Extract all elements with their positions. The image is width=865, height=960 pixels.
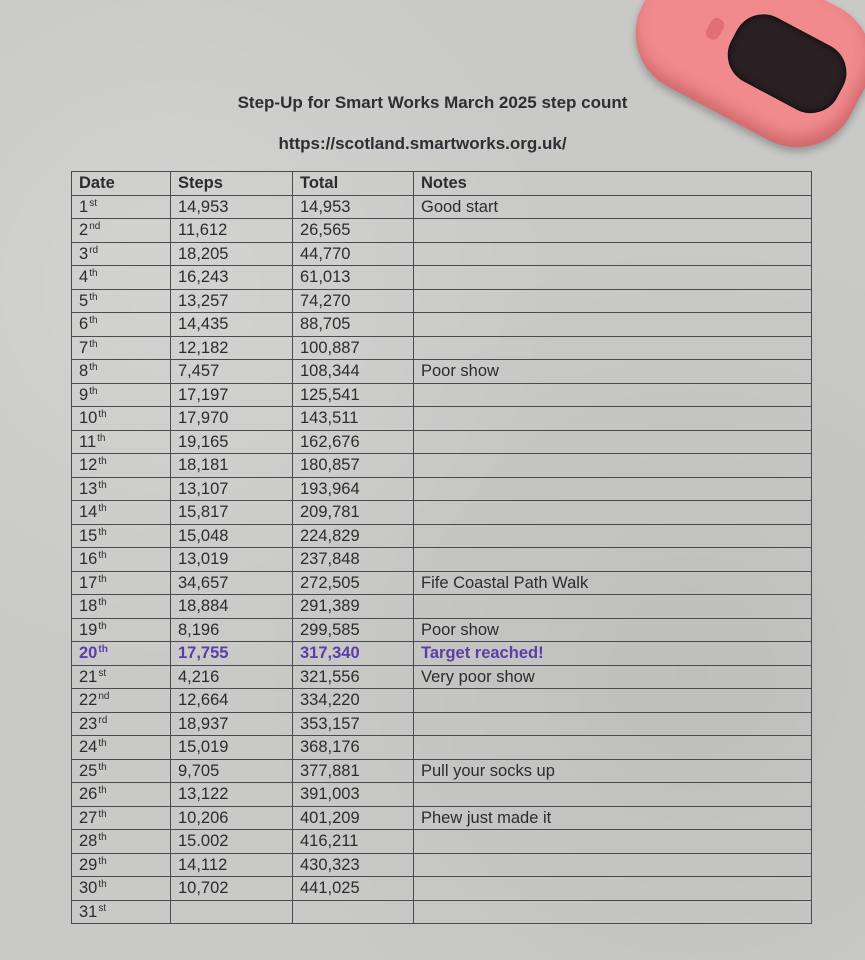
table-header-row [72, 172, 812, 196]
notes-cell: Target reached! [414, 642, 812, 666]
date-cell [72, 219, 171, 243]
date-ordinal-suffix: th [98, 456, 107, 468]
date-ordinal-suffix: st [98, 902, 107, 914]
table-row [72, 665, 812, 689]
notes-cell: Phew just made it [414, 806, 812, 830]
notes-cell [414, 853, 812, 877]
total-cell: 224,829 [293, 524, 414, 548]
steps-cell: 13,257 [171, 289, 293, 313]
total-cell: 180,857 [293, 454, 414, 478]
date-ordinal-suffix: th [98, 409, 107, 421]
date-day: 3 [79, 244, 89, 263]
steps-cell: 15,019 [171, 736, 293, 760]
date-cell [72, 242, 171, 266]
steps-cell: 18,205 [171, 242, 293, 266]
table-row [72, 313, 812, 337]
date-ordinal-suffix: th [89, 362, 98, 374]
table-row [72, 595, 812, 619]
date-cell [72, 877, 171, 901]
total-cell: 26,565 [293, 219, 414, 243]
date-day: 13 [79, 479, 98, 498]
date-cell [72, 759, 171, 783]
date-day: 1 [79, 197, 89, 216]
total-cell: 441,025 [293, 877, 414, 901]
notes-cell [414, 336, 812, 360]
date-cell [72, 477, 171, 501]
notes-cell [414, 877, 812, 901]
steps-cell: 8,196 [171, 618, 293, 642]
date-ordinal-suffix: rd [89, 244, 99, 256]
steps-cell: 18,181 [171, 454, 293, 478]
table-row [72, 783, 812, 807]
steps-cell: 13,107 [171, 477, 293, 501]
date-ordinal-suffix: th [98, 550, 107, 562]
notes-cell: Good start [414, 195, 812, 219]
date-ordinal-suffix: th [89, 315, 98, 327]
steps-cell: 18,884 [171, 595, 293, 619]
date-day: 6 [79, 315, 89, 334]
date-cell [72, 712, 171, 736]
date-day: 26 [79, 785, 98, 804]
date-day: 20 [79, 644, 98, 663]
date-ordinal-suffix: th [89, 385, 98, 397]
steps-cell: 12,182 [171, 336, 293, 360]
date-cell [72, 736, 171, 760]
table-row [72, 219, 812, 243]
total-cell: 44,770 [293, 242, 414, 266]
date-ordinal-suffix: st [98, 667, 107, 679]
steps-cell: 16,243 [171, 266, 293, 290]
steps-cell: 14,435 [171, 313, 293, 337]
date-cell [72, 289, 171, 313]
notes-cell [414, 689, 812, 713]
steps-cell [171, 900, 293, 924]
date-day: 27 [79, 808, 98, 827]
total-cell: 143,511 [293, 407, 414, 431]
date-day: 22 [79, 691, 98, 710]
date-day: 19 [79, 620, 98, 639]
total-cell: 391,003 [293, 783, 414, 807]
date-cell [72, 383, 171, 407]
table-row [72, 501, 812, 525]
steps-cell: 10,702 [171, 877, 293, 901]
steps-cell: 17,970 [171, 407, 293, 431]
notes-cell [414, 407, 812, 431]
total-cell: 100,887 [293, 336, 414, 360]
website-url: https://scotland.smartworks.org.uk/ [278, 134, 567, 153]
notes-cell [414, 313, 812, 337]
table-row [72, 900, 812, 924]
table-row [72, 548, 812, 572]
tracker-button [704, 16, 727, 42]
column-header-notes: Notes [414, 172, 812, 196]
total-cell: 291,389 [293, 595, 414, 619]
document-title: Step-Up for Smart Works March 2025 step count [237, 93, 628, 112]
table-row [72, 759, 812, 783]
steps-cell: 15.002 [171, 830, 293, 854]
table-row [72, 806, 812, 830]
steps-cell: 9,705 [171, 759, 293, 783]
date-ordinal-suffix: rd [98, 714, 108, 726]
date-day: 31 [79, 902, 98, 921]
steps-cell: 11,612 [171, 219, 293, 243]
date-day: 18 [79, 597, 98, 616]
date-day: 23 [79, 714, 98, 733]
notes-cell [414, 266, 812, 290]
date-cell [72, 783, 171, 807]
date-cell [72, 336, 171, 360]
table-row [72, 407, 812, 431]
date-cell [72, 618, 171, 642]
table-row [72, 383, 812, 407]
date-day: 7 [79, 338, 89, 357]
date-ordinal-suffix: th [98, 479, 107, 491]
date-ordinal-suffix: th [97, 432, 106, 444]
date-cell [72, 266, 171, 290]
total-cell: 317,340 [293, 642, 414, 666]
total-cell: 61,013 [293, 266, 414, 290]
notes-cell [414, 830, 812, 854]
table-row [72, 289, 812, 313]
steps-cell: 14,953 [171, 195, 293, 219]
column-header-date: Date [72, 172, 171, 196]
table-row [72, 712, 812, 736]
notes-cell [414, 430, 812, 454]
notes-cell [414, 595, 812, 619]
table-row [72, 336, 812, 360]
steps-cell: 17,197 [171, 383, 293, 407]
date-cell [72, 454, 171, 478]
steps-cell: 12,664 [171, 689, 293, 713]
date-ordinal-suffix: th [98, 832, 107, 844]
date-day: 10 [79, 409, 98, 428]
date-cell [72, 900, 171, 924]
date-ordinal-suffix: st [89, 197, 97, 209]
notes-cell: Very poor show [414, 665, 812, 689]
date-cell [72, 595, 171, 619]
notes-cell [414, 477, 812, 501]
date-cell [72, 689, 171, 713]
notes-cell [414, 383, 812, 407]
notes-cell [414, 712, 812, 736]
date-day: 9 [79, 385, 89, 404]
total-cell: 74,270 [293, 289, 414, 313]
steps-cell: 15,817 [171, 501, 293, 525]
total-cell: 353,157 [293, 712, 414, 736]
notes-cell [414, 900, 812, 924]
total-cell: 334,220 [293, 689, 414, 713]
date-cell [72, 548, 171, 572]
date-day: 28 [79, 832, 98, 851]
total-cell: 299,585 [293, 618, 414, 642]
date-cell [72, 430, 171, 454]
table-row [72, 477, 812, 501]
date-day: 30 [79, 879, 98, 898]
date-day: 29 [79, 855, 98, 874]
notes-cell: Fife Coastal Path Walk [414, 571, 812, 595]
steps-cell: 17,755 [171, 642, 293, 666]
total-cell: 272,505 [293, 571, 414, 595]
date-day: 2 [79, 221, 89, 240]
notes-cell: Poor show [414, 360, 812, 384]
date-ordinal-suffix: th [98, 526, 107, 538]
total-cell: 108,344 [293, 360, 414, 384]
notes-cell [414, 524, 812, 548]
notes-cell [414, 501, 812, 525]
total-cell: 14,953 [293, 195, 414, 219]
total-cell: 321,556 [293, 665, 414, 689]
date-ordinal-suffix: th [98, 644, 108, 656]
date-day: 25 [79, 761, 98, 780]
date-ordinal-suffix: th [89, 268, 98, 280]
notes-cell [414, 548, 812, 572]
total-cell: 377,881 [293, 759, 414, 783]
table-row [72, 618, 812, 642]
steps-cell: 10,206 [171, 806, 293, 830]
table-row [72, 266, 812, 290]
date-cell [72, 830, 171, 854]
date-day: 21 [79, 667, 98, 686]
notes-cell [414, 242, 812, 266]
date-day: 8 [79, 362, 89, 381]
steps-cell: 13,019 [171, 548, 293, 572]
total-cell: 193,964 [293, 477, 414, 501]
date-ordinal-suffix: th [98, 503, 107, 515]
table-row [72, 689, 812, 713]
table-row [72, 454, 812, 478]
table-row [72, 571, 812, 595]
date-cell [72, 524, 171, 548]
total-cell [293, 900, 414, 924]
date-cell [72, 313, 171, 337]
total-cell: 209,781 [293, 501, 414, 525]
total-cell: 125,541 [293, 383, 414, 407]
table-row [72, 524, 812, 548]
date-day: 16 [79, 550, 98, 569]
column-header-steps: Steps [171, 172, 293, 196]
table-row [72, 242, 812, 266]
date-day: 14 [79, 503, 98, 522]
table-row [72, 195, 812, 219]
table-row [72, 642, 812, 666]
steps-cell: 19,165 [171, 430, 293, 454]
date-cell [72, 642, 171, 666]
table-row [72, 853, 812, 877]
steps-cell: 7,457 [171, 360, 293, 384]
date-cell [72, 501, 171, 525]
steps-cell: 4,216 [171, 665, 293, 689]
notes-cell [414, 454, 812, 478]
total-cell: 162,676 [293, 430, 414, 454]
total-cell: 430,323 [293, 853, 414, 877]
total-cell: 237,848 [293, 548, 414, 572]
notes-cell [414, 219, 812, 243]
date-ordinal-suffix: th [98, 879, 107, 891]
date-ordinal-suffix: th [98, 761, 107, 773]
table-row [72, 877, 812, 901]
date-ordinal-suffix: th [98, 808, 107, 820]
date-day: 4 [79, 268, 89, 287]
date-ordinal-suffix: nd [98, 691, 110, 703]
table-row [72, 360, 812, 384]
date-ordinal-suffix: th [98, 597, 107, 609]
date-ordinal-suffix: th [89, 291, 98, 303]
date-ordinal-suffix: th [98, 785, 107, 797]
date-cell [72, 853, 171, 877]
steps-cell: 18,937 [171, 712, 293, 736]
column-header-total: Total [293, 172, 414, 196]
date-day: 11 [79, 432, 97, 451]
notes-cell [414, 289, 812, 313]
date-ordinal-suffix: nd [89, 221, 101, 233]
total-cell: 368,176 [293, 736, 414, 760]
step-count-table [71, 171, 812, 924]
date-day: 12 [79, 456, 98, 475]
date-cell [72, 806, 171, 830]
date-day: 24 [79, 738, 98, 757]
steps-cell: 13,122 [171, 783, 293, 807]
date-day: 17 [79, 573, 98, 592]
date-ordinal-suffix: th [98, 620, 107, 632]
notes-cell [414, 736, 812, 760]
table-row [72, 830, 812, 854]
table-row [72, 736, 812, 760]
notes-cell: Poor show [414, 618, 812, 642]
steps-cell: 15,048 [171, 524, 293, 548]
table-row [72, 430, 812, 454]
date-ordinal-suffix: th [98, 573, 107, 585]
notes-cell: Pull your socks up [414, 759, 812, 783]
date-cell [72, 571, 171, 595]
date-cell [72, 407, 171, 431]
total-cell: 416,211 [293, 830, 414, 854]
date-ordinal-suffix: th [98, 738, 107, 750]
steps-cell: 34,657 [171, 571, 293, 595]
date-ordinal-suffix: th [89, 338, 98, 350]
date-cell [72, 360, 171, 384]
date-day: 5 [79, 291, 89, 310]
date-cell [72, 195, 171, 219]
date-day: 15 [79, 526, 98, 545]
steps-cell: 14,112 [171, 853, 293, 877]
date-cell [72, 665, 171, 689]
notes-cell [414, 783, 812, 807]
total-cell: 88,705 [293, 313, 414, 337]
date-ordinal-suffix: th [98, 855, 107, 867]
total-cell: 401,209 [293, 806, 414, 830]
